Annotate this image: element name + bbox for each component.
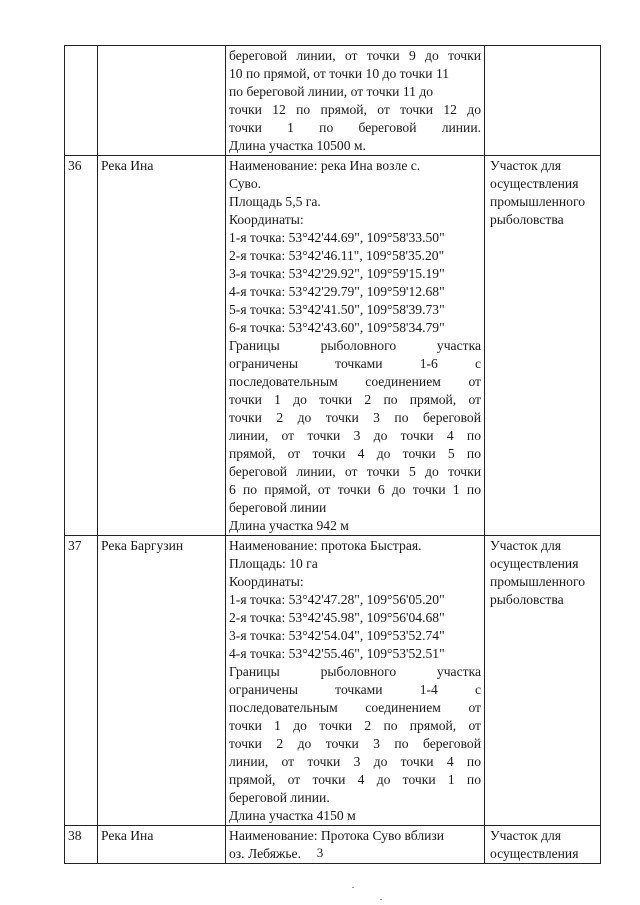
purpose-line: Участок для xyxy=(490,538,562,553)
purpose-line: осуществления xyxy=(490,176,579,191)
purpose-line: Участок для xyxy=(490,828,562,843)
table-row xyxy=(65,46,601,156)
description-line: береговой линии. xyxy=(229,790,330,805)
table-row xyxy=(65,536,601,826)
water-body-name: Река Ина xyxy=(98,826,226,864)
description-line: береговой линии xyxy=(229,500,327,515)
description-line: 1-я точка: 53°42'44.69", 109°58'33.50" xyxy=(229,230,445,245)
description-line: береговой линии, от точки 5 до точки xyxy=(229,464,481,479)
description-line: точки 12 по прямой, от точки 12 до xyxy=(229,102,481,117)
description-line: точки 1 до точки 2 по прямой, от xyxy=(229,392,481,407)
description-line: Наименование: Протока Суво вблизи xyxy=(229,828,445,843)
description-line: ограничены точками 1-4 с xyxy=(229,682,481,697)
description-line: Площадь: 10 га xyxy=(229,556,318,571)
description-line: Площадь 5,5 га. xyxy=(229,194,321,209)
area-description xyxy=(226,46,485,156)
purpose-line: рыболовства xyxy=(490,592,564,607)
description-line: оз. Лебяжье. xyxy=(229,846,301,861)
description-line: точки 2 до точки 3 по береговой xyxy=(229,410,481,425)
description-line: точки 1 по береговой линии. xyxy=(229,120,481,135)
description-line: Координаты: xyxy=(229,574,304,589)
area-purpose xyxy=(485,46,601,156)
purpose-line: Участок для xyxy=(490,158,562,173)
row-number: 37 xyxy=(65,536,98,826)
description-line: 4-я точка: 53°42'29.79", 109°59'12.68" xyxy=(229,284,445,299)
fishing-areas-table xyxy=(64,45,601,864)
water-body-name xyxy=(98,46,226,156)
description-line: Наименование: река Ина возле с. xyxy=(229,158,421,173)
area-purpose xyxy=(485,156,601,536)
description-line: Суво. xyxy=(229,176,262,191)
purpose-line: рыболовства xyxy=(490,212,564,227)
scan-speck xyxy=(380,899,382,900)
description-line: линии, от точки 3 до точки 4 по xyxy=(229,754,481,769)
description-line: Координаты: xyxy=(229,212,304,227)
description-line: Наименование: протока Быстрая. xyxy=(229,538,422,553)
description-line: 6-я точка: 53°42'43.60", 109°58'34.79" xyxy=(229,320,445,335)
description-line: 3-я точка: 53°42'54.04", 109°53'52.74" xyxy=(229,628,445,643)
purpose-line: промышленного xyxy=(490,194,586,209)
area-description xyxy=(226,536,485,826)
description-line: точки 1 до точки 2 по прямой, от xyxy=(229,718,481,733)
description-line: 2-я точка: 53°42'45.98", 109°56'04.68" xyxy=(229,610,445,625)
description-line: береговой линии, от точки 9 до точки xyxy=(229,48,481,63)
description-line: Длина участка 4150 м xyxy=(229,808,356,823)
description-line: линии, от точки 3 до точки 4 по xyxy=(229,428,481,443)
purpose-line: промышленного xyxy=(490,574,586,589)
description-line: Границы рыболовного участка xyxy=(229,338,481,353)
purpose-line: осуществления xyxy=(490,556,579,571)
description-line: 5-я точка: 53°42'41.50", 109°58'39.73" xyxy=(229,302,445,317)
description-line: 1-я точка: 53°42'47.28", 109°56'05.20" xyxy=(229,592,445,607)
description-line: по береговой линии, от точки 11 до xyxy=(229,84,434,99)
row-number: 36 xyxy=(65,156,98,536)
description-line: последовательным соединением от xyxy=(229,374,481,389)
description-line: Длина участка 10500 м. xyxy=(229,138,366,153)
description-line: точки 2 до точки 3 по береговой xyxy=(229,736,481,751)
description-line: 10 по прямой, от точки 10 до точки 11 xyxy=(229,66,450,81)
description-line: Длина участка 942 м xyxy=(229,518,349,533)
row-number: 38 xyxy=(65,826,98,864)
description-line: прямой, от точки 4 до точки 1 по xyxy=(229,772,481,787)
description-line: прямой, от точки 4 до точки 5 по xyxy=(229,446,481,461)
description-line: 6 по прямой, от точки 6 до точки 1 по xyxy=(229,482,481,497)
description-line: 4-я точка: 53°42'55.46", 109°53'52.51" xyxy=(229,646,445,661)
description-line: ограничены точками 1-6 с xyxy=(229,356,481,371)
description-line: последовательным соединением от xyxy=(229,700,481,715)
description-line: 3-я точка: 53°42'29.92", 109°59'15.19" xyxy=(229,266,445,281)
area-description xyxy=(226,156,485,536)
scan-speck xyxy=(352,887,354,888)
area-purpose xyxy=(485,536,601,826)
water-body-name: Река Баргузин xyxy=(98,536,226,826)
page-number: 3 xyxy=(316,845,324,860)
table-row xyxy=(65,156,601,536)
water-body-name: Река Ина xyxy=(98,156,226,536)
row-number xyxy=(65,46,98,156)
description-line: 2-я точка: 53°42'46.11", 109°58'35.20" xyxy=(229,248,445,263)
purpose-line: осуществления xyxy=(490,846,579,861)
description-line: Границы рыболовного участка xyxy=(229,664,481,679)
